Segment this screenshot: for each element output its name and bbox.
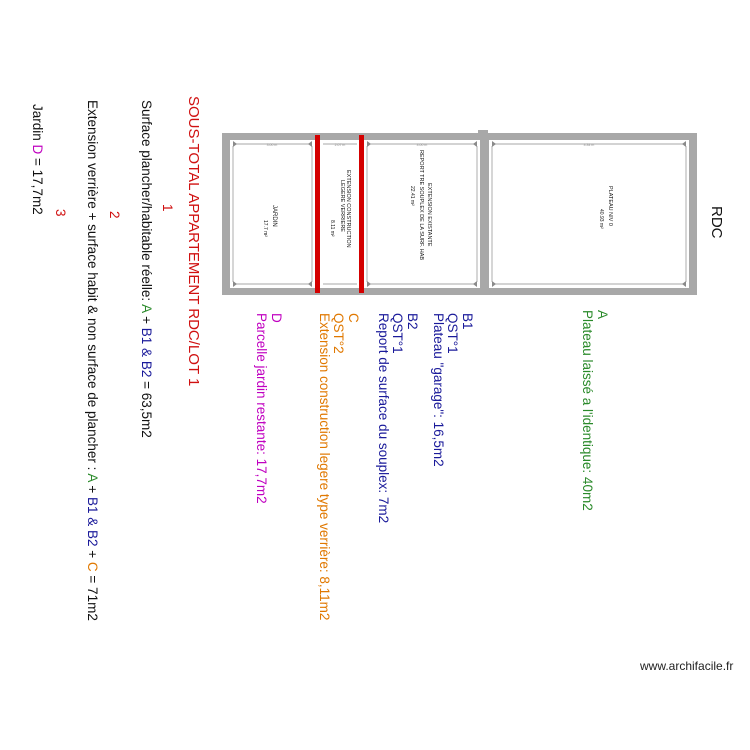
summary-number-1: 1 (160, 204, 175, 212)
line1-b: B1 & B2 (139, 327, 154, 378)
watermark-link[interactable]: www.archifacile.fr (640, 659, 734, 673)
summary-line-1 (138, 100, 153, 438)
line2-prefix: Extension verrière + surface habit & non surface de plancher : (85, 100, 100, 474)
room-area-extension-existante: 22.41 m² (409, 186, 415, 206)
room-area-extension-verriere: 8.11 m² (329, 220, 335, 237)
annotation-a-letter: A (595, 310, 610, 320)
summary-line-3 (29, 104, 44, 215)
annotation-b2-text: Report de surface du souplex: 7m2 (376, 313, 391, 524)
room-label-extension-verriere-2: LEGERE VERRIERE (339, 180, 345, 232)
annotation-b1-letter: B1 (460, 313, 475, 330)
line1-plus: + (139, 312, 154, 328)
summary-number-2: 2 (107, 211, 122, 219)
dim-label-4: 4.34 m (583, 143, 595, 147)
line2-a: A (85, 473, 100, 482)
line2-plus2: + (85, 546, 100, 562)
annotation-b2-letter: B2 (405, 313, 420, 330)
line2-suffix: = 71m2 (85, 571, 100, 621)
annotation-b1-qst: QST°1 (445, 313, 461, 354)
line3-prefix: Jardin (30, 104, 45, 145)
annotation-b1-text: Plateau "garage": 16,5m2 (431, 313, 446, 467)
annotation-a (580, 310, 610, 511)
room-label-extension-verriere-1: EXTENSION CONSTRUCTION (345, 170, 351, 248)
annotation-b1 (431, 313, 475, 467)
line2-b: B1 & B2 (85, 497, 100, 547)
room-label-plateau: PLATEAU NIV 0 (607, 186, 613, 226)
room-area-jardin: 17.7 m² (262, 220, 268, 237)
annotation-c (317, 313, 361, 620)
annotation-d-letter: D (269, 313, 284, 323)
red-partition-right (359, 135, 364, 293)
line1-prefix: Surface plancher/habitable réelle: (139, 100, 154, 305)
line3-d: D (30, 144, 45, 155)
line1-a: A (139, 304, 154, 313)
summary-line-2 (84, 100, 99, 621)
red-partition-left (315, 135, 320, 293)
room-label-extension-existante-2: REPORT TRE SOUPLEX DE LA SURF. HAB (418, 150, 424, 261)
annotation-c-letter: C (346, 313, 361, 323)
annotation-d (254, 313, 284, 504)
line1-suffix: = 63,5m2 (139, 377, 154, 438)
line2-c: C (85, 561, 100, 572)
summary-title: SOUS-TOTAL APPARTEMENT RDC/LOT 1 (185, 96, 202, 387)
room-label-jardin: JARDIN (271, 205, 277, 227)
wall-notch (478, 130, 488, 136)
dim-label-3: 4.00 m (416, 143, 428, 147)
line2-plus1: + (85, 481, 100, 497)
plan-title: RDC (708, 206, 725, 239)
annotation-b2-qst: QST°1 (390, 313, 406, 354)
annotation-c-qst: QST°2 (331, 313, 347, 354)
line3-suffix: = 17,7m2 (30, 154, 45, 215)
annotation-c-text: Extension construction legere type verrière: 8,11m2 (317, 313, 332, 621)
annotation-d-text: Parcelle jardin restante: 17,7m2 (254, 313, 269, 504)
annotation-a-text: Plateau laissé a l'identique: 40m2 (580, 310, 595, 511)
dim-label-1: 3.00 m (266, 143, 278, 147)
summary-number-3: 3 (53, 209, 68, 217)
room-area-plateau: 40.93 m² (598, 209, 604, 229)
annotation-b2 (376, 313, 420, 523)
dim-label-2: 2.07 m (334, 143, 346, 147)
room-plateau (489, 140, 689, 288)
room-label-extension-existante-1: EXTENSION EXISTANTE (426, 183, 432, 247)
